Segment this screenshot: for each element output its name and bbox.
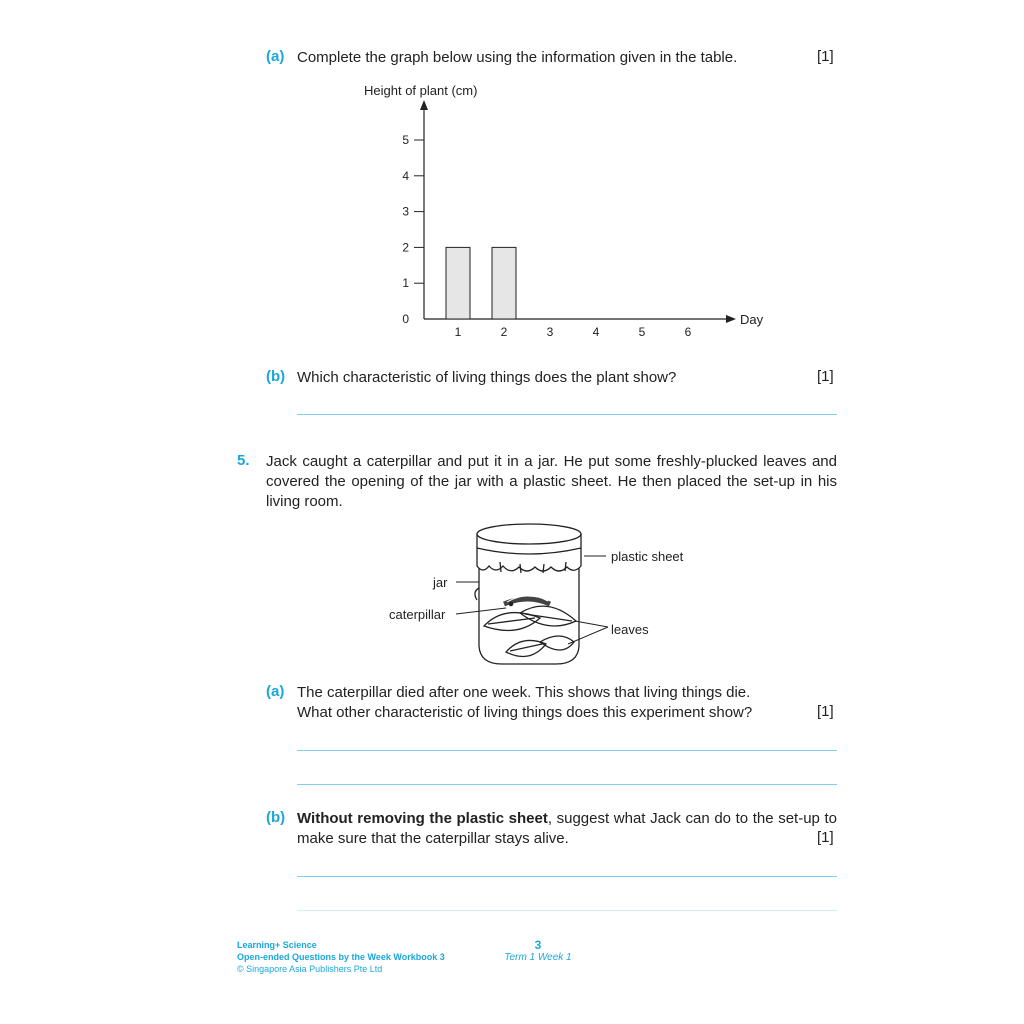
q4a-label: (a) bbox=[266, 48, 285, 65]
footer-copyright: © Singapore Asia Publishers Pte Ltd bbox=[237, 964, 383, 974]
q5b-question bbox=[297, 809, 837, 849]
term-week: Term 1 Week 1 bbox=[504, 952, 572, 963]
footer-title: Open-ended Questions by the Week Workbook 3 bbox=[237, 952, 445, 962]
x-axis-arrow bbox=[726, 315, 736, 323]
q4b-marks: [1] bbox=[817, 368, 834, 385]
q5-number: 5. bbox=[237, 452, 250, 469]
q5a-answer-line-2[interactable] bbox=[297, 784, 837, 785]
y-tick-label: 3 bbox=[402, 204, 409, 219]
q5-question: Jack caught a caterpillar and put it in a jar. He put some freshly-plucked leaves and covered the opening of the jar with a plastic sheet. He then placed the set-up in his living room. bbox=[266, 453, 837, 510]
q5a-line1: The caterpillar died after one week. This shows that living things die. bbox=[297, 684, 751, 701]
plant-height-chart bbox=[340, 78, 780, 350]
x-tick-label: 5 bbox=[638, 325, 646, 339]
bar-day-1 bbox=[446, 247, 470, 319]
leaves-leader-2 bbox=[568, 627, 608, 644]
y-tick-label: 4 bbox=[402, 168, 409, 183]
footer-book-info bbox=[237, 939, 445, 975]
y-tick-label: 0 bbox=[402, 312, 409, 326]
y-tick-label: 1 bbox=[402, 276, 409, 291]
leaves-leader-1 bbox=[575, 621, 608, 627]
x-tick-label: 1 bbox=[454, 325, 462, 339]
q4a-marks: [1] bbox=[817, 48, 834, 65]
q4a-question: Complete the graph below using the information given in the table. bbox=[297, 49, 738, 66]
leaves-label: leaves bbox=[611, 622, 649, 637]
q5a-answer-line-1[interactable] bbox=[297, 750, 837, 751]
q5b-bold-text: Without removing the plastic sheet bbox=[297, 810, 548, 827]
q5a-marks: [1] bbox=[817, 703, 834, 720]
caterpillar-label: caterpillar bbox=[389, 607, 446, 622]
q4b-answer-line[interactable] bbox=[297, 414, 837, 415]
jar-illustration bbox=[475, 524, 581, 664]
q4b-question: Which characteristic of living things does the plant show? bbox=[297, 369, 677, 386]
chart-ylabel: Height of plant (cm) bbox=[364, 83, 478, 98]
q4b-label: (b) bbox=[266, 368, 286, 385]
x-tick-label: 4 bbox=[592, 325, 600, 339]
caterpillar-leader bbox=[456, 608, 506, 614]
q5a-line2: What other characteristic of living things does this experiment show? bbox=[297, 704, 753, 721]
x-tick-label: 3 bbox=[546, 325, 554, 339]
x-tick-label: 6 bbox=[684, 325, 692, 339]
q5b-text: , suggest what Jack can do to the set-up to make sure that the caterpillar stays alive. bbox=[297, 810, 838, 847]
footer-series: Learning+ Science bbox=[237, 940, 317, 950]
chart-xlabel: Day bbox=[740, 312, 764, 327]
bar-day-2 bbox=[492, 247, 516, 319]
page-number: 3 bbox=[534, 938, 542, 952]
q5b-marks: [1] bbox=[817, 829, 834, 846]
plastic-sheet-label: plastic sheet bbox=[611, 549, 684, 564]
q5b-answer-line-2[interactable] bbox=[297, 910, 837, 911]
x-tick-label: 2 bbox=[500, 325, 508, 339]
y-tick-label: 2 bbox=[402, 240, 409, 255]
y-axis-arrow bbox=[420, 100, 428, 110]
q5b-label: (b) bbox=[266, 809, 286, 826]
y-tick-label: 5 bbox=[402, 133, 409, 147]
q5b-answer-line-1[interactable] bbox=[297, 876, 837, 877]
jar-label: jar bbox=[433, 575, 448, 590]
jar-diagram bbox=[380, 518, 710, 670]
footer-page-info bbox=[500, 938, 576, 964]
q5a-label: (a) bbox=[266, 683, 285, 700]
